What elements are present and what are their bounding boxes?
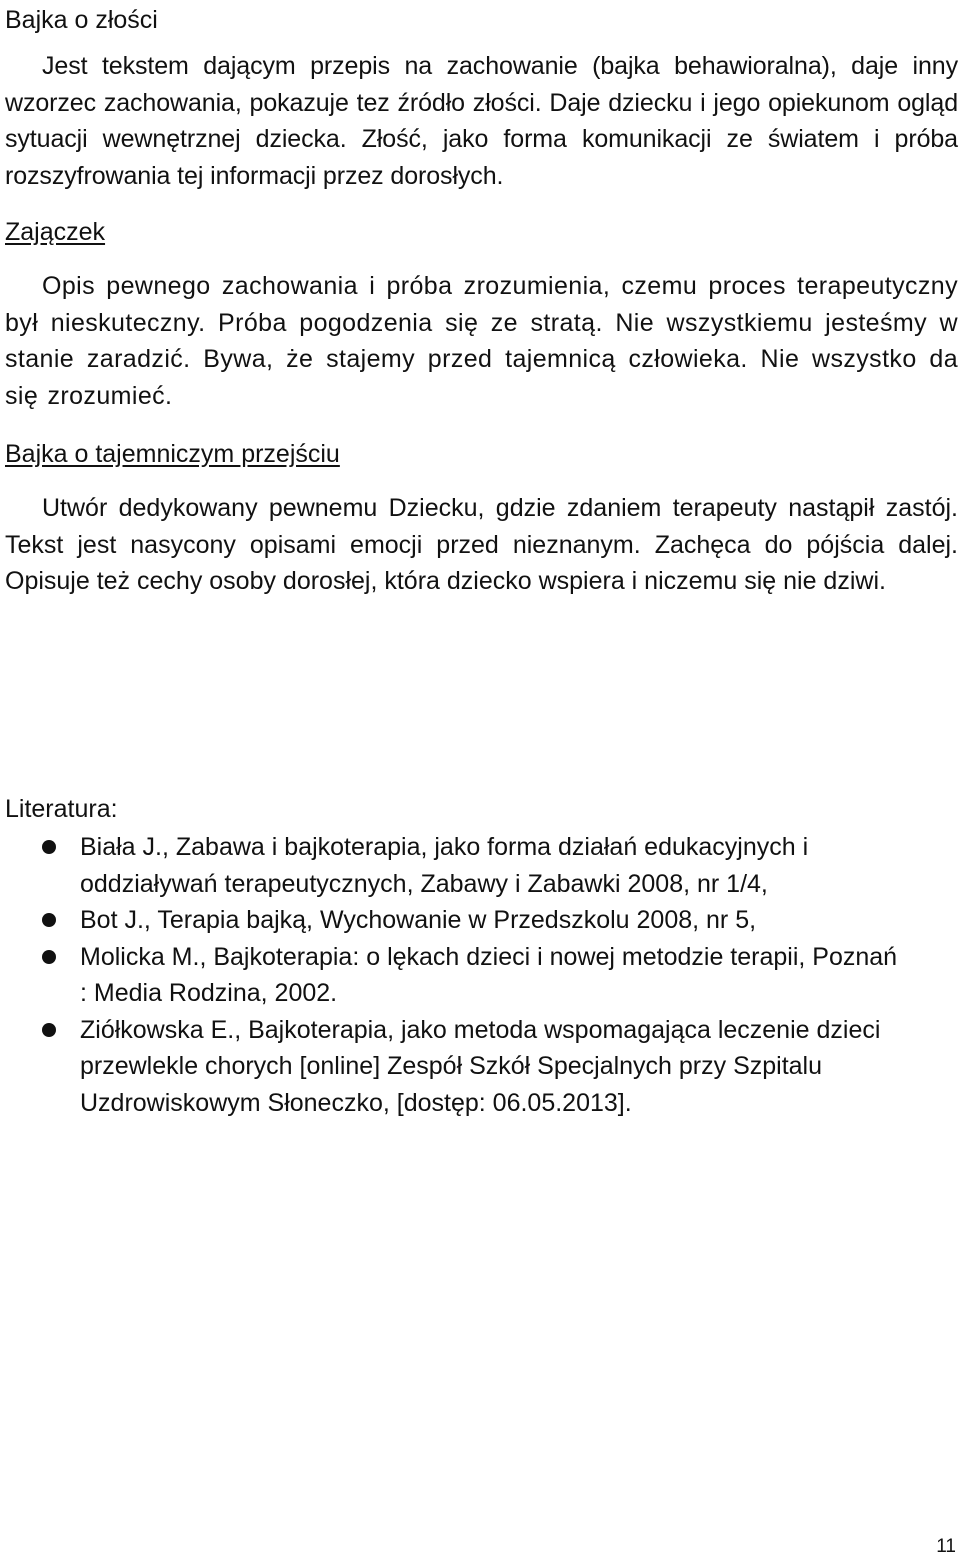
section-text-bajka-o-zlosci: Jest tekstem dającym przepis na zachowanie (bajka behawioralna), daje inny wzorzec zachowania, pokazuje tez źródło złości. Daje dziecku i jego opiekunom ogląd sytuacji wewnętrznej dziecka. Złość, jako forma komunikacji ze światem i próba rozszyfrowania tej informacji przez dorosłych. — [5, 52, 958, 190]
page-number: 11 — [936, 1536, 956, 1557]
document-page — [5, 0, 958, 1117]
bullet-icon — [42, 1023, 56, 1037]
bullet-icon — [42, 913, 56, 927]
literature-item — [5, 939, 905, 1012]
literature-list — [5, 829, 905, 1121]
section-heading-bajka-o-zlosci: Bajka o złości — [5, 6, 158, 34]
literature-item-text: Bot J., Terapia bajką, Wychowanie w Przedszkolu 2008, nr 5, — [80, 906, 757, 934]
literature-item-text: Biała J., Zabawa i bajkoterapia, jako forma działań edukacyjnych i oddziaływań terapeutycznych, Zabawy i Zabawki 2008, nr 1/4, — [80, 833, 809, 898]
literature-title: Literatura: — [5, 795, 118, 823]
bullet-icon — [42, 840, 56, 854]
literature-item-text: Molicka M., Bajkoterapia: o lękach dzieci i nowej metodzie terapii, Poznań : Media Rodzina, 2002. — [80, 942, 898, 1007]
section-heading-zajaczek: Zajączek — [5, 218, 106, 246]
section-text-bajka-o-tajemniczym-przejsciu: Utwór dedykowany pewnemu Dziecku, gdzie zdaniem terapeuty nastąpił zastój. Tekst jest nasycony opisami emocji przed nieznanym. Zachęca do pójścia dalej. Opisuje też cechy osoby dorosłej, która dziecko wspiera i niczemu się nie dziwi. — [5, 494, 958, 595]
literature-item — [5, 1012, 905, 1122]
literature-item-text: Ziółkowska E., Bajkoterapia, jako metoda wspomagająca leczenie dzieci przewlekle chorych [online] Zespół Szkół Specjalnych przy Szpitalu Uzdrowiskowym Słoneczko, [dostęp: 06.05.2013]. — [80, 1015, 881, 1117]
bullet-icon — [42, 950, 56, 964]
section-heading-bajka-o-tajemniczym-przejsciu: Bajka o tajemniczym przejściu — [5, 440, 340, 468]
literature-item — [5, 829, 905, 902]
section-text-zajaczek: Opis pewnego zachowania i próba zrozumienia, czemu proces terapeutyczny był nieskuteczny. Próba pogodzenia się ze stratą. Nie wszystkiemu jesteśmy w stanie zaradzić. Bywa, że stajemy przed tajemnicą człowieka. Nie wszystko da się zrozumieć. — [5, 272, 958, 410]
literature-item — [5, 902, 905, 939]
